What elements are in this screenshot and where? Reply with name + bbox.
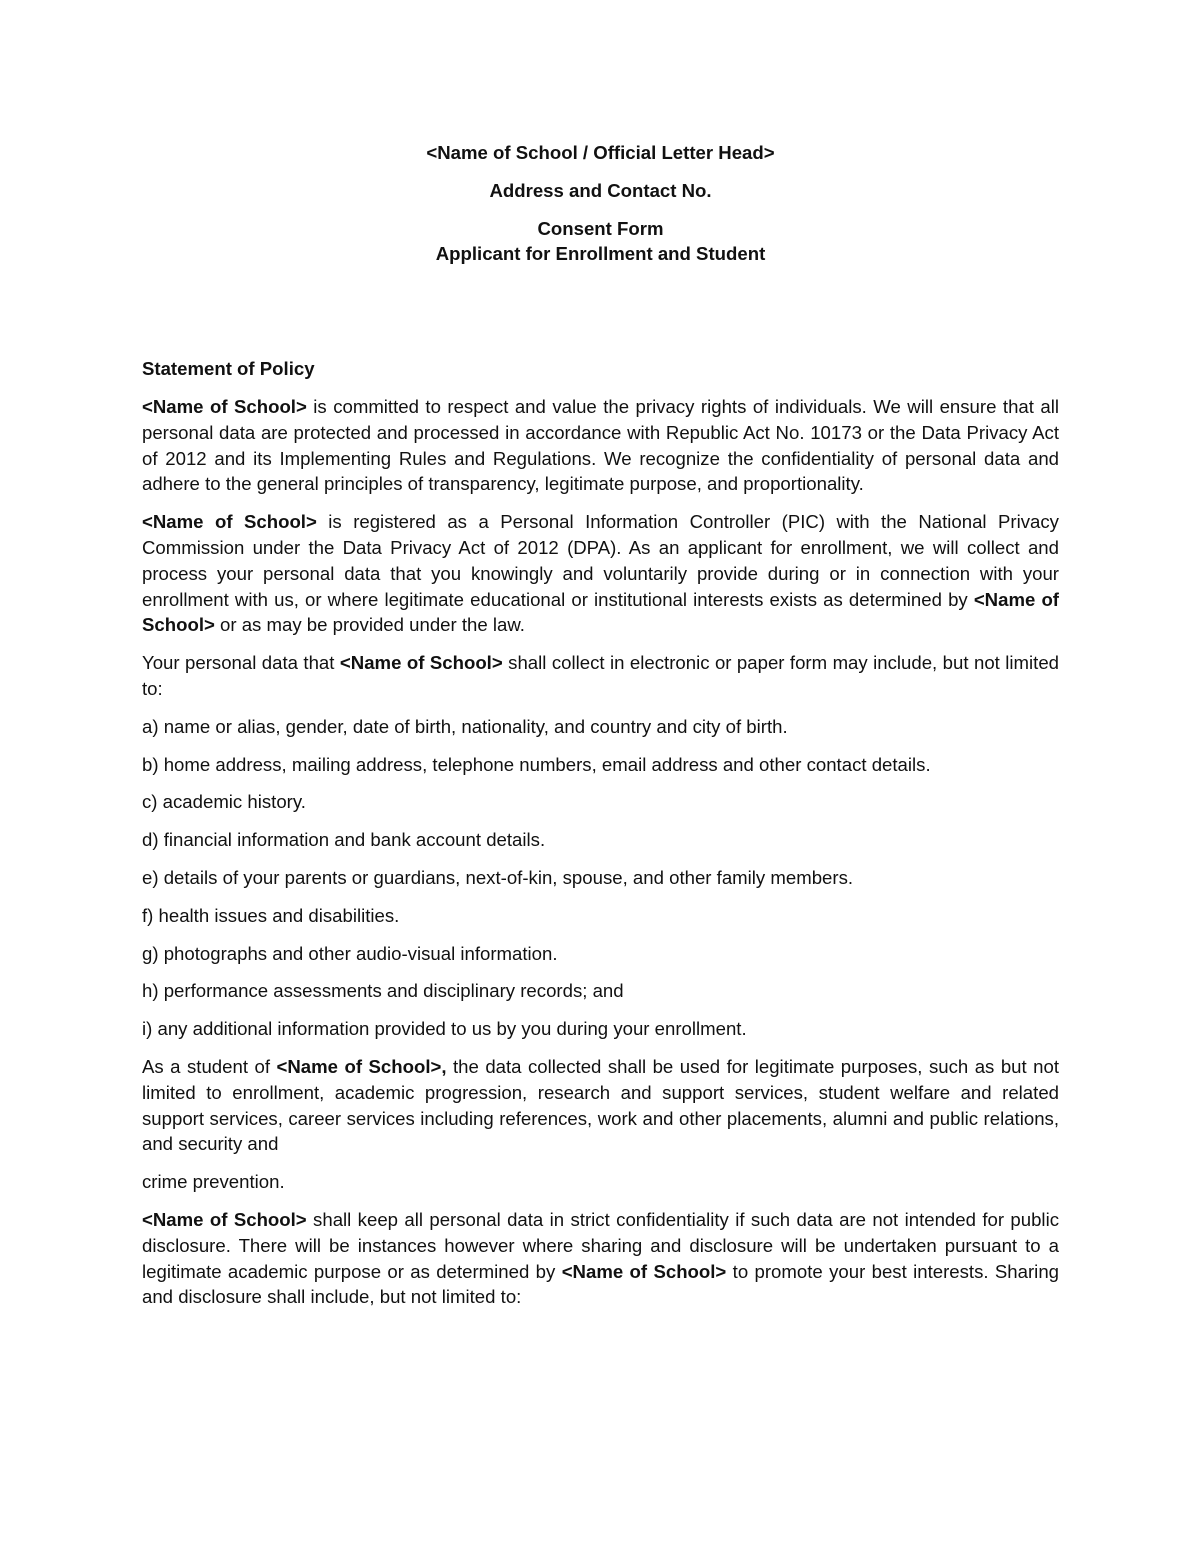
form-title: Consent Form <box>537 217 664 239</box>
document-content <box>142 140 1059 1322</box>
list-item: e) details of your parents or guardians, next-of-kin, spouse, and other family members. <box>142 866 854 888</box>
list-item: i) any additional information provided to us by you during your enrollment. <box>142 1018 747 1040</box>
letterhead-title: <Name of School / Official Letter Head> <box>426 142 775 163</box>
school-name-placeholder: <Name of School> <box>339 652 503 674</box>
school-name-placeholder: <Name of School> <box>142 1208 307 1230</box>
address-line: Address and Contact No. <box>489 179 712 201</box>
paragraph-text: Your personal data that <box>142 652 340 674</box>
list-item: c) academic history. <box>142 791 306 813</box>
school-name-placeholder: <Name of School>, <box>276 1055 447 1077</box>
paragraph-text: is registered as a Personal Information Controller (PIC) with the National Privacy Commission under the Data Privacy Act of 2012 (DPA). As an applicant for enrollment, we will collect and process your personal data that you knowingly and voluntarily provide during or in connection with your enrollment with us, or where legitimate educational or institutional interests exists as determined by <box>142 511 1059 610</box>
school-name-placeholder: <Name of School> <box>142 588 1059 636</box>
paragraph-text: is committed to respect and value the privacy rights of individuals. We will ensure that all personal data are protected and processed in accordance with Republic Act No. 10173 or the Data Privacy Act of 2012 and its Implementing Rules and Regulations. We recognize the confidentiality of personal data and adhere to the general principles of transparency, legitimate purpose, and proportionality. <box>142 395 1059 495</box>
section-title-statement-of-policy: Statement of Policy <box>142 358 315 380</box>
paragraph-text: or as may be provided under the law. <box>214 614 525 636</box>
paragraph-text: shall collect in electronic or paper form may include, but not limited to: <box>142 652 1059 699</box>
list-item: b) home address, mailing address, telephone numbers, email address and other contact details. <box>142 753 931 775</box>
policy-paragraph-6 <box>142 1207 1059 1310</box>
policy-paragraph-4 <box>142 1054 1059 1157</box>
list-item: d) financial information and bank account details. <box>142 829 546 851</box>
school-name-placeholder: <Name of School> <box>142 395 307 417</box>
paragraph-text: the data collected shall be used for legitimate purposes, such as but not limited to enrollment, academic progression, research and support services, student welfare and related support services, career services including references, work and other placements, alumni and public relations, and security and <box>142 1055 1060 1155</box>
policy-paragraph-5: crime prevention. <box>142 1171 285 1193</box>
list-item: f) health issues and disabilities. <box>142 904 400 926</box>
school-name-placeholder: <Name of School> <box>142 511 317 533</box>
personal-data-list <box>142 714 1059 1042</box>
list-item: a) name or alias, gender, date of birth, nationality, and country and city of birth. <box>142 715 788 737</box>
list-item: h) performance assessments and disciplinary records; and <box>142 980 624 1002</box>
policy-paragraph-1 <box>142 394 1059 497</box>
paragraph-text: As a student of <box>142 1055 277 1077</box>
policy-paragraph-3 <box>142 650 1059 702</box>
form-subtitle: Applicant for Enrollment and Student <box>435 243 766 265</box>
school-name-placeholder: <Name of School> <box>561 1260 727 1282</box>
paragraph-text: to promote your best interests. Sharing and disclosure shall include, but not limited to: <box>142 1260 1059 1308</box>
list-item: g) photographs and other audio-visual information. <box>142 942 558 964</box>
policy-paragraph-2 <box>142 509 1059 638</box>
paragraph-text: shall keep all personal data in strict confidentiality if such data are not intended for public disclosure. There will be instances however where sharing and disclosure will be undertaken pursuant to a legitimate academic purpose or as determined by <box>142 1208 1059 1282</box>
